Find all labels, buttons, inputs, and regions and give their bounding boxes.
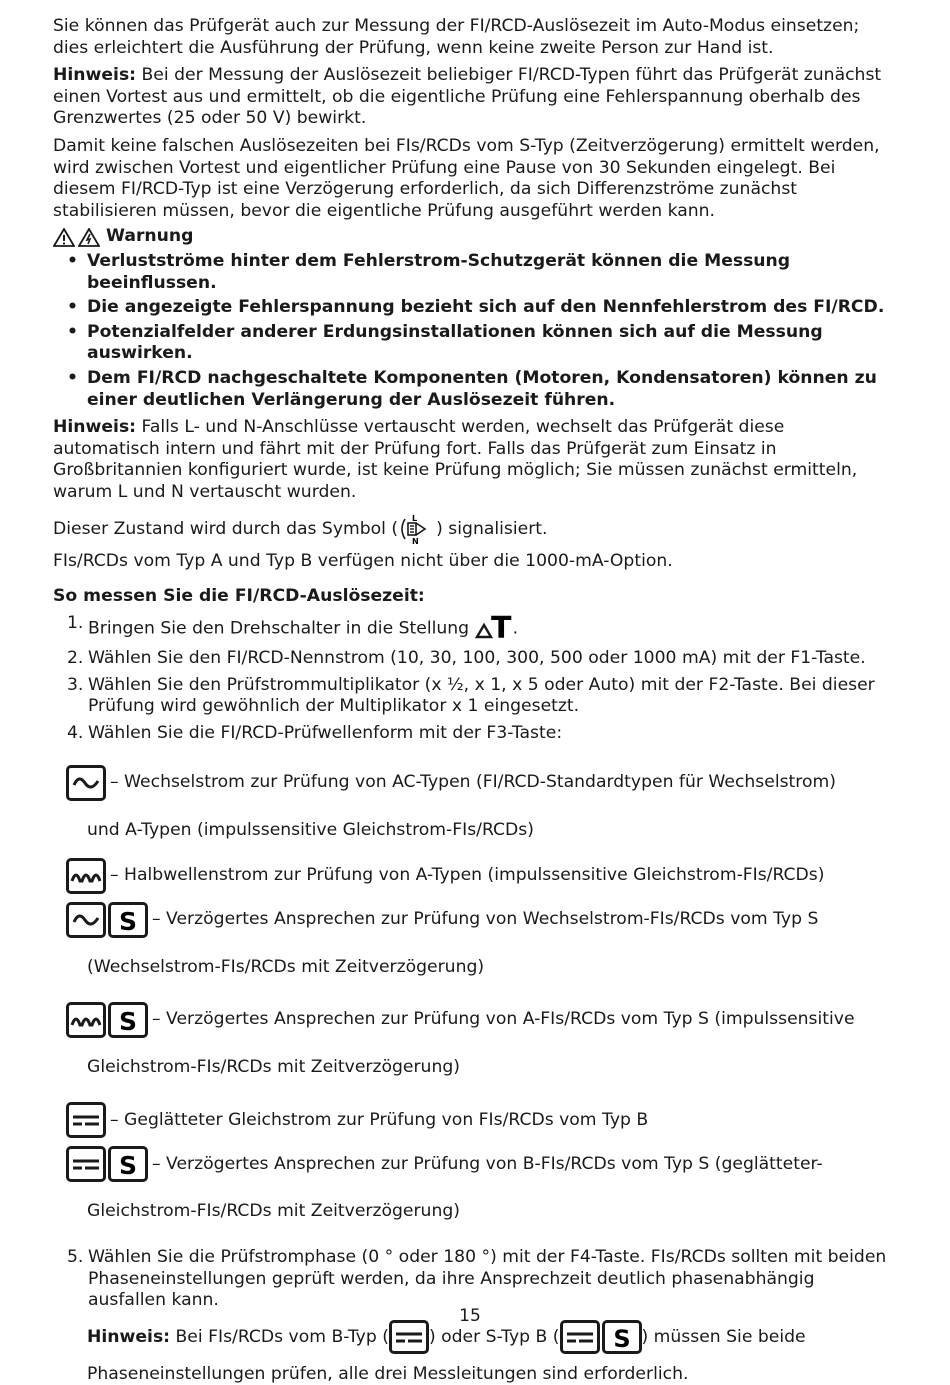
warning-title: Warnung [106, 226, 194, 247]
ln-swap-symbol-icon [398, 513, 436, 545]
waveform-text-cont: Gleichstrom-FIs/RCDs mit Zeitverzögerung) [87, 1056, 460, 1077]
intro-paragraph-2: Damit keine falschen Auslösezeiten bei FIs/RCDs vom S-Typ (Zeitverzögerung) ermittelt werden, wird zwischen Vortest und eigentlicher Prüfung eine Pause von 30 Sekunden eingelegt. Bei diesem FI/RCD-Typ ist eine Verzögerung erforderlich, da sich Differenzströme zunächst stabilisieren müssen, bevor die eigentliche Prüfung ausgeführt werden kann. [53, 135, 880, 221]
waveform-text-cont: Gleichstrom-FIs/RCDs mit Zeitverzögerung) [87, 1201, 460, 1222]
s-letter: S [612, 1324, 631, 1351]
dc-smooth-icon [66, 1146, 106, 1182]
option-line: FIs/RCDs vom Typ A und Typ B verfügen nicht über die 1000-mA-Option. [53, 551, 673, 572]
warning-item: • Dem FI/RCD nachgeschaltete Komponenten (Motoren, Kondensatoren) können zu einer deutlichen Verlängerung der Auslösezeit führen. [53, 368, 888, 411]
swap-note [53, 417, 888, 503]
intro-note [53, 65, 888, 130]
step5-note-pre: Bei FIs/RCDs vom B-Typ ( [170, 1326, 389, 1347]
steps-list-continued [53, 1247, 888, 1312]
symbol-line [53, 513, 888, 545]
symbol-l-label: L [412, 514, 418, 524]
waveform-text: – Verzögertes Ansprechen zur Prüfung von B-FIs/RCDs vom Typ S (geglätteter- [152, 1153, 823, 1174]
waveform-half-wave-s [66, 1002, 888, 1038]
step-item [53, 675, 888, 718]
dc-smooth-icon [66, 1102, 106, 1138]
s-type-icon [108, 1146, 148, 1182]
note-label: Hinweis: [53, 65, 137, 86]
symbol-line-post: ) signalisiert. [436, 519, 548, 540]
step-text: Wählen Sie den FI/RCD-Nennstrom (10, 30, 100, 300, 500 oder 1000 mA) mit der F1-Taste. [88, 648, 866, 669]
step-number: 3. [67, 674, 84, 695]
intro-paragraph-1: Sie können das Prüfgerät auch zur Messung der FI/RCD-Auslösezeit im Auto-Modus einsetzen; dies erleichtert die Ausführung der Prüfung, wenn keine zweite Person zur Hand ist. [53, 16, 860, 58]
s-type-icon [108, 902, 148, 938]
waveform-text-cont: und A-Typen (impulssensitive Gleichstrom-FIs/RCDs) [87, 819, 534, 840]
half-wave-icon [66, 1002, 106, 1038]
warning-heading [53, 226, 888, 248]
step5-note-line2: Phaseneinstellungen prüfen, alle drei Messleitungen sind erforderlich. [87, 1363, 689, 1384]
steps-list [53, 613, 888, 745]
waveform-ac-s [66, 902, 888, 938]
step-text: Wählen Sie die Prüfstromphase (0 ° oder 180 °) mit der F4-Taste. FIs/RCDs sollten mit beiden Phaseneinstellungen geprüft werden, da ihre Ansprechzeit deutlich phasenabhängig ausfallen kann. [88, 1247, 887, 1311]
waveform-text: – Halbwellenstrom zur Prüfung von A-Typen (impulssensitive Gleichstrom-FIs/RCDs) [110, 865, 825, 886]
s-letter: S [118, 907, 138, 936]
note-label: Hinweis: [87, 1326, 171, 1347]
symbol-line-pre: Dieser Zustand wird durch das Symbol ( [53, 519, 399, 540]
waveform-text: – Verzögertes Ansprechen zur Prüfung von A-FIs/RCDs vom Typ S (impulssensitive [152, 1009, 855, 1030]
step-text: Wählen Sie den Prüfstrommultiplikator (x ½, x 1, x 5 oder Auto) mit der F2-Taste. Bei dieser Prüfung wird gewöhnlich der Multiplikator x 1 eingesetzt. [88, 674, 875, 717]
ac-wave-icon [66, 902, 106, 938]
step-end: . [512, 617, 519, 638]
delta-t-letter: T [490, 612, 512, 641]
waveform-text-cont: (Wechselstrom-FIs/RCDs mit Zeitverzögerung) [87, 957, 485, 978]
step5-note-post: ) müssen Sie beide [641, 1326, 806, 1347]
step-item [53, 1247, 888, 1312]
warning-item: • Die angezeigte Fehlerspannung bezieht sich auf den Nennfehlerstrom des FI/RCD. [53, 297, 888, 319]
delta-t-icon [475, 613, 513, 644]
high-voltage-warning-icon [78, 228, 100, 247]
step-text: Wählen Sie die FI/RCD-Prüfwellenform mit der F3-Taste: [88, 723, 563, 744]
intro-note-text: Bei der Messung der Auslösezeit beliebiger FI/RCD-Typen führt das Prüfgerät zunächst einen Vortest aus und ermittelt, ob die eigentliche Prüfung eine Fehlerspannung oberhalb des Grenzwertes (25 oder 50 V) bewirkt. [53, 65, 882, 129]
step-number: 4. [67, 723, 84, 744]
s-letter: S [118, 1151, 138, 1180]
page-number: 15 [459, 1306, 481, 1326]
waveform-text: – Verzögertes Ansprechen zur Prüfung von Wechselstrom-FIs/RCDs vom Typ S [152, 909, 819, 930]
waveform-text: – Wechselstrom zur Prüfung von AC-Typen (FI/RCD-Standardtypen für Wechselstrom) [110, 771, 836, 792]
warning-triangle-icon [53, 228, 75, 247]
waveform-dc-s [66, 1146, 888, 1182]
warning-item: • Potenzialfelder anderer Erdungsinstallationen können sich auf die Messung auswirken. [53, 322, 888, 365]
waveform-text: – Geglätteter Gleichstrom zur Prüfung von FIs/RCDs vom Typ B [110, 1109, 649, 1130]
step-item [53, 613, 888, 644]
waveform-half-wave [66, 858, 888, 894]
step-number: 2. [67, 648, 84, 669]
step-number: 1. [67, 612, 84, 633]
step-number: 5. [67, 1247, 84, 1267]
step-item [53, 648, 888, 670]
waveform-dc [66, 1102, 888, 1138]
step-item [53, 723, 888, 745]
swap-note-text: Falls L- und N-Anschlüsse vertauscht werden, wechselt das Prüfgerät diese automatisch intern und fährt mit der Prüfung fort. Falls das Prüfgerät zum Einsatz in Großbritannien konfiguriert wurde, ist keine Prüfung möglich; Sie müssen zunächst ermitteln, warum L und N vertauscht wurden. [53, 417, 858, 502]
s-type-icon [108, 1002, 148, 1038]
symbol-n-label: N [412, 537, 419, 546]
ac-wave-icon [66, 765, 106, 801]
warning-list [53, 251, 888, 411]
s-letter: S [118, 1006, 138, 1035]
page-content [53, 16, 888, 1385]
step5-note-mid: ) oder S-Typ B ( [428, 1326, 560, 1347]
note-label: Hinweis: [53, 417, 137, 438]
half-wave-icon [66, 858, 106, 894]
waveform-ac [66, 765, 888, 801]
warning-item: • Verlustströme hinter dem Fehlerstrom-Schutzgerät können die Messung beeinflussen. [53, 251, 888, 294]
howto-title: So messen Sie die FI/RCD-Auslösezeit: [53, 586, 425, 607]
step-text: Bringen Sie den Drehschalter in die Stellung [88, 617, 475, 638]
